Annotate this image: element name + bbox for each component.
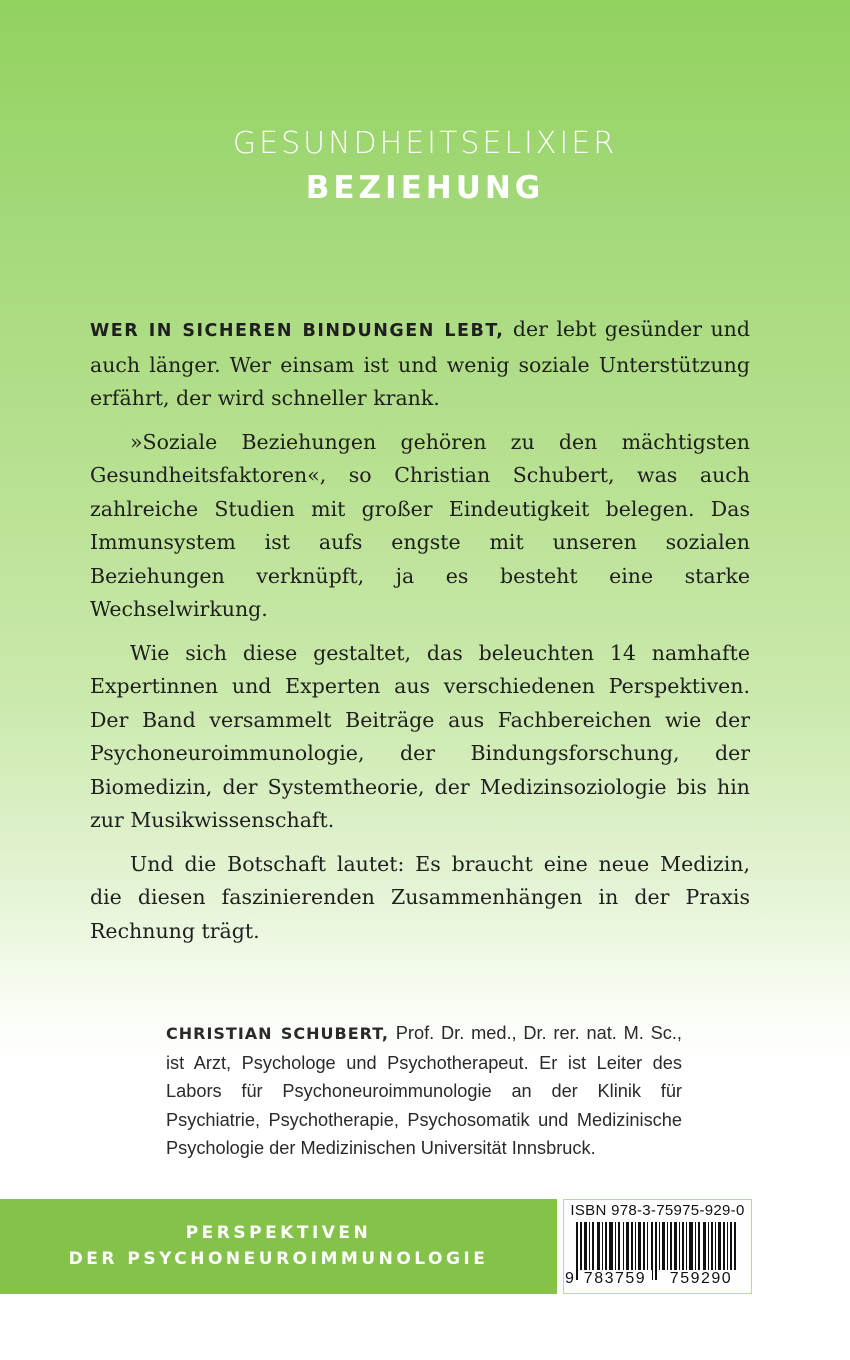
series-line-2: DER PSYCHONEUROIMMUNOLOGIE [68, 1249, 489, 1269]
series-kicker: GESUNDHEITSELIXIER [232, 126, 618, 161]
blurb-paragraph-2: »Soziale Beziehungen gehören zu den mächtigsten Gesundheitsfaktoren«, so Christian Schubert, was auch zahlreiche Studien mit großer Eindeutigkeit belegen. Das Immunsystem ist aufs engste mit unseren sozialen Beziehungen verknüpft, ja es besteht eine starke Wechselwirkung. [90, 429, 750, 621]
series-line-1: PERSPEKTIVEN [185, 1223, 372, 1243]
blurb-paragraph-3: Wie sich diese gestaltet, das beleuchten 14 namhafte Expertinnen und Experten aus verschiedenen Perspektiven. Der Band versammelt Beiträge aus Fachbereichen wie der Psychoneuroimmunologie, der Bindungsforschung, der Biomedizin, der Systemtheorie, der Medizinsoziologie bis hin zur Musikwissenschaft. [90, 640, 750, 832]
author-bio [166, 1019, 682, 1163]
blurb-text [90, 313, 750, 958]
blurb-lead: WER IN SICHEREN BINDUNGEN LEBT, [90, 321, 505, 341]
blurb-paragraph-1 [90, 313, 750, 416]
author-bio-text: Prof. Dr. med., Dr. rer. nat. M. Sc., ist Arzt, Psychologe und Psychotherapeut. Er ist Leiter des Labors für Psychoneuroimmunologie an der Klinik für Psychiatrie, Psychotherapie, Psychosomatik und Medizinische Psychologie der Medizinischen Universität Innsbruck. [166, 1023, 682, 1158]
book-title: BEZIEHUNG [305, 170, 545, 206]
isbn-barcode [563, 1199, 752, 1294]
barcode-digits-left: 783759 [578, 1270, 652, 1288]
cover-header [0, 122, 850, 210]
barcode-digits-right: 759290 [661, 1270, 741, 1288]
blurb-p1-text: der lebt gesünder und auch länger. Wer einsam ist und wenig soziale Unterstützung erfährt, der wird schneller krank. [90, 317, 750, 410]
isbn-label: ISBN 978-3-75975-929-0 [570, 1202, 745, 1219]
series-band [0, 1199, 557, 1294]
barcode-digit-first: 9 [565, 1270, 574, 1287]
author-name: CHRISTIAN SCHUBERT, [166, 1024, 389, 1043]
blurb-paragraph-4: Und die Botschaft lautet: Es braucht eine neue Medizin, die diesen faszinierenden Zusammenhängen in der Praxis Rechnung trägt. [90, 851, 750, 943]
